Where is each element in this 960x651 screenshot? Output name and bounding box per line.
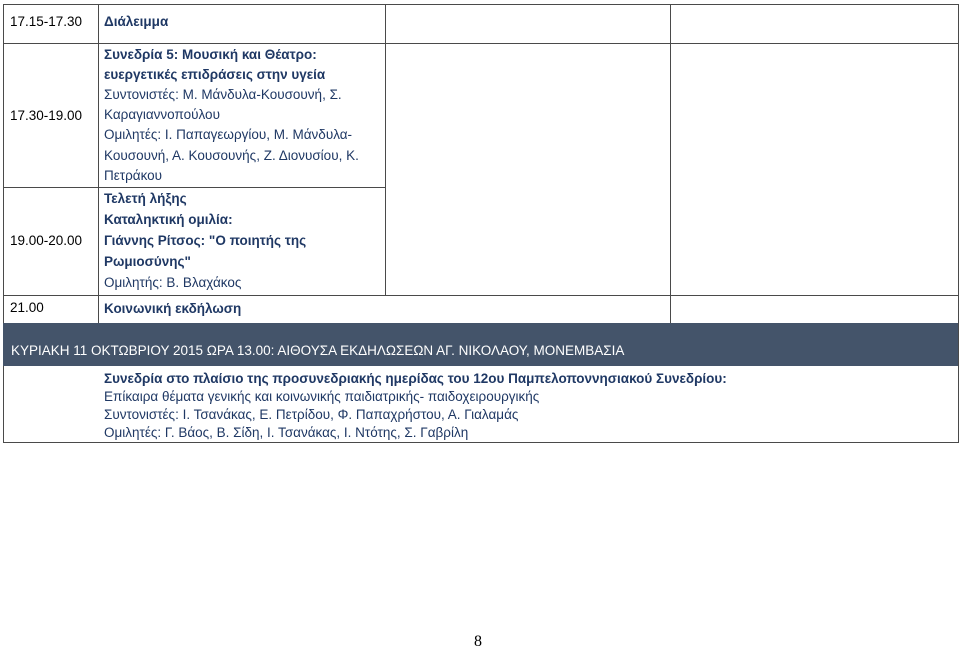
chairs-text: Συντονιστές: Ι. Τσανάκας, Ε. Πετρίδου, Φ. Παπαχρήστου, Α. Γιαλαμάς	[104, 407, 519, 422]
keynote-title: Γιάννης Ρίτσος: "Ο ποιητής της	[104, 233, 307, 248]
social-event-title: Κοινωνική εκδήλωση	[104, 301, 242, 316]
speakers-text: Πετράκου	[104, 168, 163, 183]
session-subtitle: Επίκαιρα θέματα γενικής και κοινωνικής παιδιατρικής- παιδοχειρουργικής	[104, 389, 540, 404]
table-border	[3, 4, 959, 5]
time-cell: 21.00	[10, 300, 44, 315]
table-border	[98, 4, 99, 323]
chairs-text: Συντονιστές: Μ. Μάνδυλα-Κουσουνή, Σ.	[104, 87, 342, 102]
table-border	[670, 4, 671, 323]
break-title: Διάλειμμα	[104, 14, 169, 29]
session-title: Συνεδρία 5: Μουσική και Θέατρο:	[104, 47, 317, 62]
closing-title: Τελετή λήξης	[104, 191, 187, 206]
speakers-text: Κουσουνή, Α. Κουσουνής, Ζ. Διονυσίου, Κ.	[104, 148, 359, 163]
time-cell: 19.00-20.00	[10, 233, 83, 248]
session-title: ευεργετικές επιδράσεις στην υγεία	[104, 67, 326, 82]
table-border	[3, 187, 385, 188]
table-border	[3, 43, 959, 44]
time-cell: 17.15-17.30	[10, 14, 83, 29]
speakers-text: Ομιλητές: Ι. Παπαγεωργίου, Μ. Μάνδυλα-	[104, 127, 353, 142]
page-number: 8	[474, 633, 482, 650]
time-cell: 17.30-19.00	[10, 108, 83, 123]
table-border	[3, 295, 959, 296]
table-border	[958, 4, 959, 443]
speakers-text: Ομιλητές: Γ. Βάος, Β. Σίδη, Ι. Τσανάκας, Ι. Ντότης, Σ. Γαβρίλη	[104, 425, 469, 440]
day-banner-text: ΚΥΡΙΑΚΗ 11 ΟΚΤΩΒΡΙΟΥ 2015 ΩΡΑ 13.00: ΑΙΘΟΥΣΑ ΕΚΔΗΛΩΣΕΩΝ ΑΓ. ΝΙΚΟΛΑΟΥ, ΜΟΝΕΜΒΑΣΙΑ	[11, 343, 625, 358]
chairs-text: Καραγιαννοπούλου	[104, 107, 220, 122]
keynote-label: Καταληκτική ομιλία:	[104, 212, 233, 227]
speaker-text: Ομιλητής: Β. Βλαχάκος	[104, 275, 242, 290]
session-heading: Συνεδρία στο πλαίσιο της προσυνεδριακής ημερίδας του 12ου Παμπελοποννησιακού Συνεδρίου:	[104, 371, 727, 386]
table-border	[385, 4, 386, 295]
keynote-title: Ρωμιοσύνης"	[104, 254, 191, 269]
table-border	[3, 4, 4, 443]
day-banner	[3, 323, 958, 366]
